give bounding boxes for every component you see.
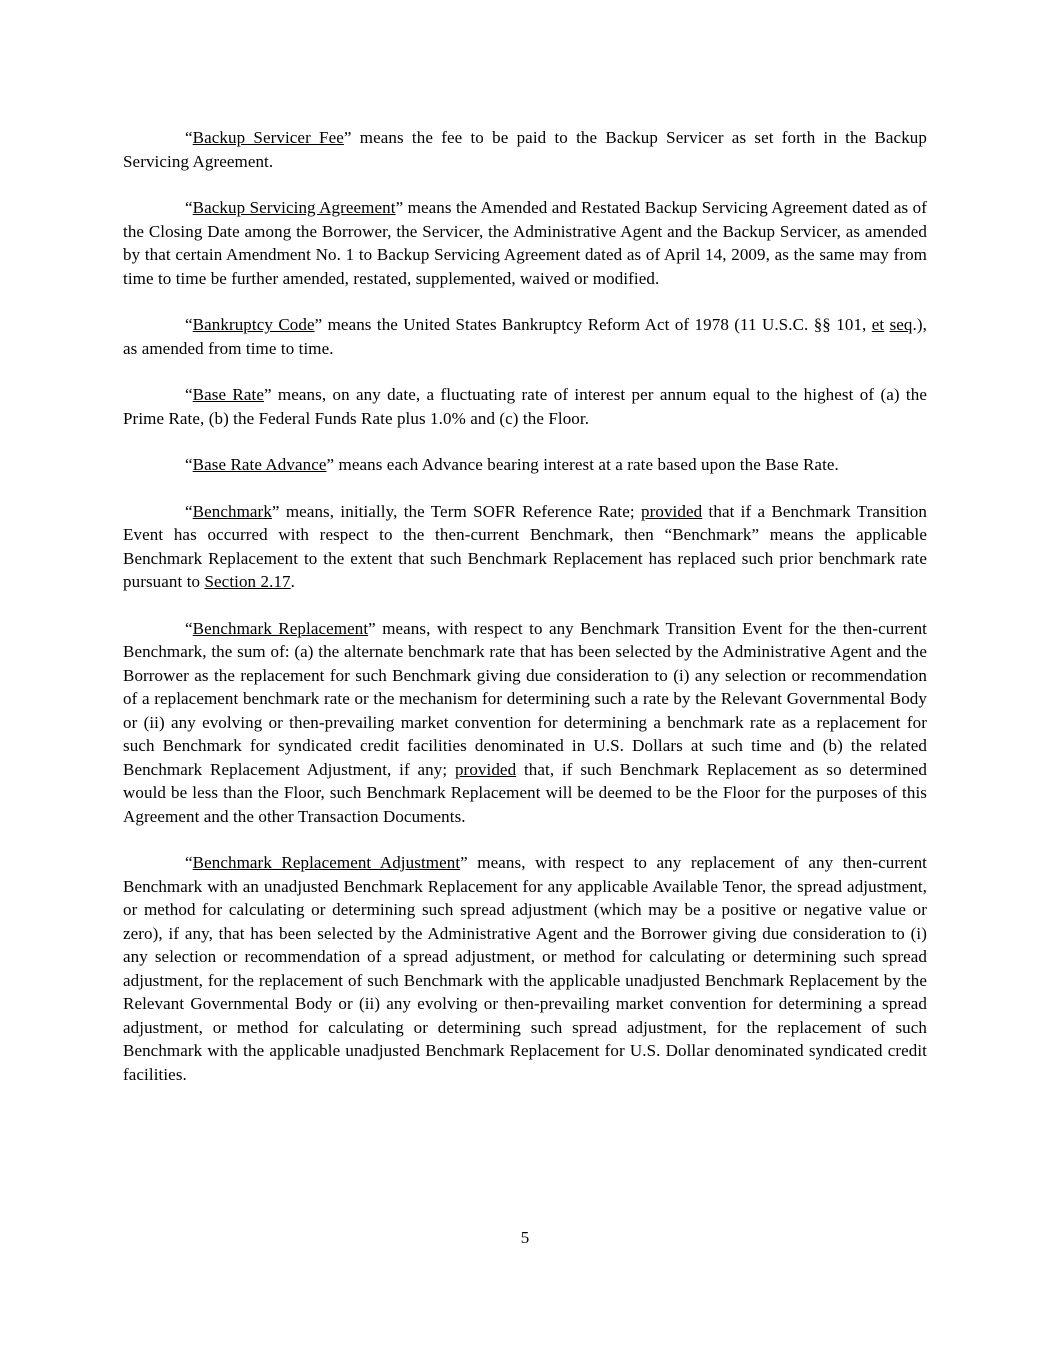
defined-term: Backup Servicer Fee	[192, 128, 344, 147]
text-run: ” means each Advance bearing interest at a rate based upon the Base Rate.	[326, 455, 839, 474]
text-run: “	[185, 385, 193, 404]
paragraph-base-rate-advance	[123, 453, 927, 477]
text-run: .	[290, 572, 296, 591]
defined-term: Benchmark	[192, 501, 272, 521]
text-run: “	[185, 315, 193, 334]
paragraph-backup-servicing-agreement	[123, 196, 927, 290]
text-run: ” means the fee to be paid to the Backup Servicer as set forth in the Backup Servicing Agreement.	[123, 128, 927, 171]
paragraph-backup-servicer-fee	[123, 126, 927, 173]
defined-term: provided	[454, 759, 517, 779]
text-run: ” means the United States Bankruptcy Reform Act of 1978 (11 U.S.C. §§ 101,	[314, 315, 872, 334]
paragraph-base-rate	[123, 383, 927, 430]
paragraph-benchmark	[123, 500, 927, 594]
paragraph-bankruptcy-code	[123, 313, 927, 360]
text-run: “	[185, 501, 193, 521]
defined-term: Bankruptcy Code	[192, 315, 315, 334]
text-run: that, if such Benchmark Replacement as so determined would be less than the Floor, such Benchmark Replacement will be deemed to be the Floor for the purposes of this Agreement and the other Transaction Documents.	[123, 759, 927, 826]
document-body	[123, 126, 927, 1109]
defined-term: Benchmark Replacement	[192, 618, 369, 638]
defined-term: Backup Servicing Agreement	[192, 198, 396, 217]
text-run: .), as amended from time to time.	[123, 315, 927, 358]
text-run: “	[185, 618, 193, 638]
text-run: “	[185, 198, 193, 217]
text-run: that if a Benchmark Transition Event has occurred with respect to the then-current Benchmark, then “Benchmark” means the applicable Benchmark Replacement to the extent that such Benchmark Replacement has replaced such prior benchmark rate pursuant to	[123, 501, 927, 591]
text-run: “	[185, 128, 193, 147]
text-run: ” means, with respect to any replacement of any then-current Benchmark with an unadjusted Benchmark Replacement for any applicable Available Tenor, the spread adjustment, or method for calculating or determining such spread adjustment (which may be a positive or negative value or zero), if any, that has been selected by the Administrative Agent and the Borrower giving due consideration to (i) any selection or recommendation of a spread adjustment, or method for calculating or determining such spread adjustment, for the replacement of such Benchmark with the applicable unadjusted Benchmark Replacement by the Relevant Governmental Body or (ii) any evolving or then-prevailing market convention for determining a spread adjustment, or method for calculating or determining such spread adjustment, for the replacement of such Benchmark with the applicable unadjusted Benchmark Replacement for U.S. Dollar denominated syndicated credit facilities.	[123, 853, 927, 1084]
text-run: ” means, with respect to any Benchmark Transition Event for the then-current Benchmark, the sum of: (a) the alternate benchmark rate that has been selected by the Administrative Agent and the Borrower as the replacement for such Benchmark giving due consideration to (i) any selection or recommendation of a replacement benchmark rate or the mechanism for determining such a rate by the Relevant Governmental Body or (ii) any evolving or then-prevailing market convention for determining a benchmark rate as a replacement for such Benchmark for syndicated credit facilities denominated in U.S. Dollars at such time and (b) the related Benchmark Replacement Adjustment, if any;	[123, 618, 927, 779]
text-run: “	[185, 455, 193, 474]
defined-term: Base Rate Advance	[192, 455, 327, 474]
defined-term: provided	[641, 501, 703, 521]
defined-term: et	[871, 315, 885, 334]
text-run: “	[185, 853, 193, 872]
text-run: ” means, initially, the Term SOFR Reference Rate;	[271, 501, 641, 521]
defined-term: Benchmark Replacement Adjustment	[192, 853, 461, 872]
text-run: ” means the Amended and Restated Backup Servicing Agreement dated as of the Closing Date among the Borrower, the Servicer, the Administrative Agent and the Backup Servicer, as amended by that certain Amendment No. 1 to Backup Servicing Agreement dated as of April 14, 2009, as the same may from time to time be further amended, restated, supplemented, waived or modified.	[123, 198, 928, 288]
defined-term: Base Rate	[192, 385, 264, 404]
text-run: ” means, on any date, a fluctuating rate of interest per annum equal to the highest of (a) the Prime Rate, (b) the Federal Funds Rate plus 1.0% and (c) the Floor.	[123, 385, 927, 428]
page-number: 5	[520, 1228, 530, 1247]
defined-term: seq	[889, 315, 913, 334]
defined-term: Section 2.17	[204, 572, 291, 591]
paragraph-benchmark-replacement	[123, 617, 927, 829]
paragraph-benchmark-replacement-adjustment	[123, 851, 927, 1086]
